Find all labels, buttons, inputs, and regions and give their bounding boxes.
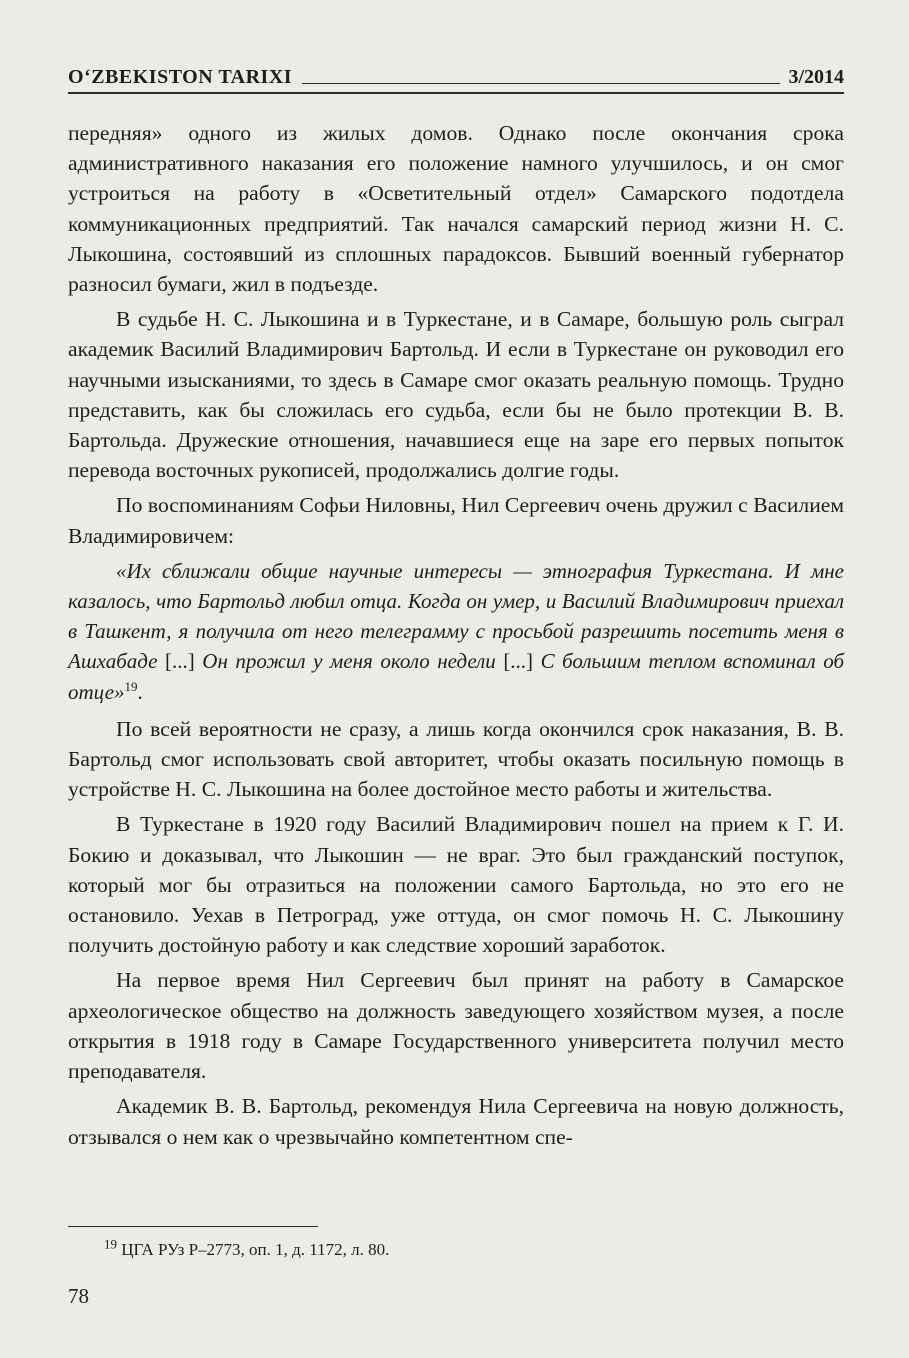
quote-text-3: С большим теплом вспоминал об отце»	[68, 649, 844, 704]
footnote	[104, 1236, 390, 1260]
journal-title: O‘ZBEKISTON TARIXI	[68, 66, 293, 88]
page-number: 78	[68, 1284, 89, 1308]
article-body	[68, 118, 844, 1157]
paragraph-5: В Туркестане в 1920 году Василий Владимирович пошел на прием к Г. И. Бокию и доказывал, что Лыкошин — не враг. Это был гражданский поступок, который мог бы отразиться на положении самого Бартольда, но это его не остановило. Уехав в Петроград, уже оттуда, он смог помочь Н. С. Лыкошину получить достойную работу и как следствие хороший заработок.	[68, 812, 844, 958]
quote-text-2: Он прожил у меня около недели	[194, 649, 504, 674]
quote-text-1: «Их сближали общие научные интересы — этнография Туркестана. И мне казалось, что Бартольд любил отца. Когда он умер, и Василий Владимирович приехал в Ташкент, я получила от него телеграмму с просьбой разрешить посетить меня в Ашхабаде	[68, 558, 844, 674]
footnote-text: ЦГА РУз Р–2773, оп. 1, д. 1172, л. 80.	[117, 1240, 390, 1259]
footnote-reference: 19	[124, 678, 138, 694]
paragraph-1: передняя» одного из жилых домов. Однако после окончания срока административного наказания его положение намного улучшилось, и он смог устроиться на работу в «Осветительный отдел» Самарского подотдела коммуникационных предприятий. Так начался самарский период жизни Н. С. Лыкошина, состоявший из сплошных парадоксов. Бывший военный губернатор разносил бумаги, жил в подъезде.	[68, 121, 844, 297]
paragraph-7: Академик В. В. Бартольд, рекомендуя Нила Сергеевича на новую должность, отзывался о нем как о чрезвычайно компетентном спе-	[68, 1094, 844, 1149]
paragraph-4: По всей вероятности не сразу, а лишь когда окончился срок наказания, В. В. Бартольд смог использовать свой авторитет, чтобы оказать посильную помощь в устройстве Н. С. Лыкошина на более достойное место работы и жительства.	[68, 716, 844, 802]
quote-ellipsis-2: [...]	[503, 649, 534, 674]
running-head	[68, 58, 844, 94]
quote-end-period: .	[137, 679, 143, 704]
footnote-rule	[68, 1226, 318, 1227]
paragraph-3: По воспоминаниям Софьи Ниловны, Нил Сергеевич очень дружил с Василием Владимировичем:	[68, 493, 844, 548]
book-page	[68, 0, 844, 1358]
footnote-number: 19	[104, 1236, 117, 1252]
header-rule	[302, 83, 780, 84]
quote-ellipsis-1: [...]	[165, 649, 195, 674]
memoir-quote	[68, 556, 844, 707]
paragraph-6: На первое время Нил Сергеевич был принят на работу в Самарское археологическое общество на должность заведующего хозяйством музея, а после открытия в 1918 году в Самаре Государственного университета получил место преподавателя.	[68, 968, 844, 1084]
paragraph-2: В судьбе Н. С. Лыкошина и в Туркестане, и в Самаре, большую роль сыграл академик Василий Владимирович Бартольд. И если в Туркестане он руководил его научными изысканиями, то здесь в Самаре смог оказать реальную помощь. Трудно представить, как бы сложилась его судьба, если бы не было протекции В. В. Бартольда. Дружеские отношения, начавшиеся еще на заре его первых попыток перевода восточных рукописей, продолжались долгие годы.	[68, 307, 844, 483]
issue-number: 3/2014	[788, 66, 844, 88]
